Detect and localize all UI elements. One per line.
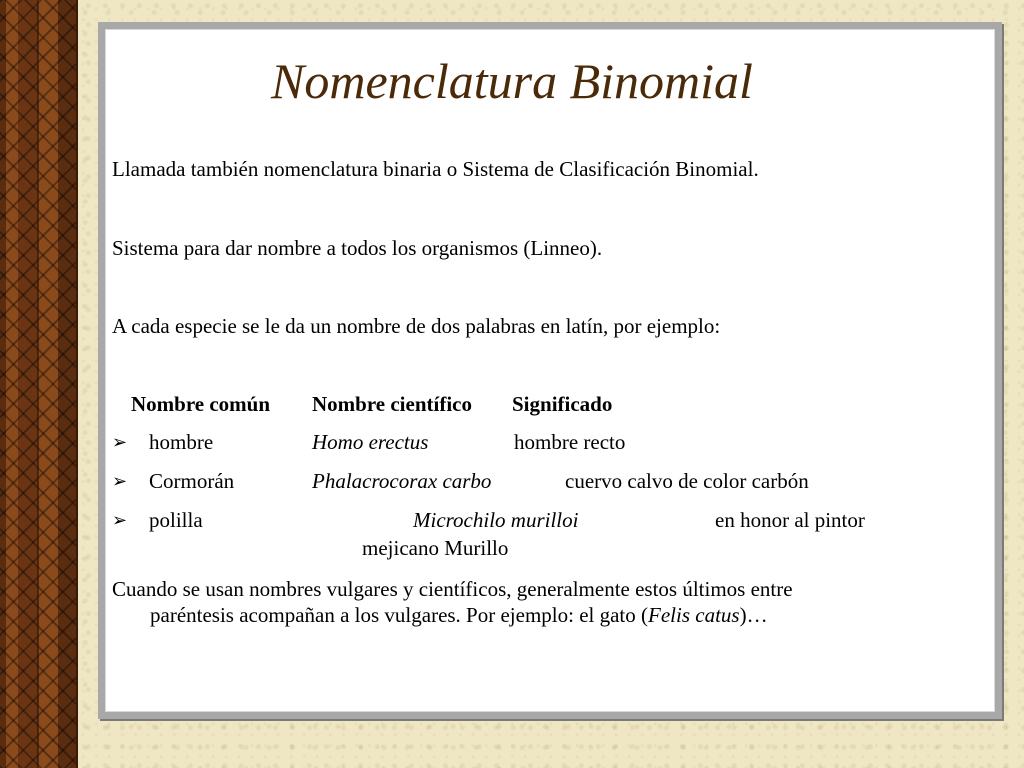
- row-common-name: hombre: [149, 430, 214, 454]
- row-common-name: polilla: [149, 508, 203, 532]
- row-meaning: en honor al pintor: [715, 508, 865, 532]
- bullet-arrow-icon: ➢: [112, 471, 128, 491]
- row-meaning: hombre recto: [514, 430, 626, 454]
- paragraph-usage-line2-pre: paréntesis acompañan a los vulgares. Por ejemplo: el gato (: [150, 603, 649, 627]
- row-scientific-name: Homo erectus: [312, 430, 429, 454]
- paragraph-usage-line2-post: )…: [739, 603, 768, 627]
- paragraph-system: Sistema para dar nombre a todos los organismos (Linneo).: [112, 236, 603, 260]
- row-common-name: Cormorán: [149, 469, 235, 493]
- paragraph-usage-line1: Cuando se usan nombres vulgares y científicos, generalmente estos últimos entre: [112, 577, 793, 601]
- paragraph-definition: Llamada también nomenclatura binaria o Sistema de Clasificación Binomial.: [112, 157, 759, 181]
- header-meaning: Significado: [512, 392, 613, 416]
- row-meaning-continued: mejicano Murillo: [362, 536, 509, 560]
- row-meaning: cuervo calvo de color carbón: [565, 469, 809, 493]
- paragraph-species: A cada especie se le da un nombre de dos palabras en latín, por ejemplo:: [112, 314, 721, 338]
- header-scientific-name: Nombre científico: [312, 392, 472, 416]
- bullet-arrow-icon: ➢: [112, 510, 128, 530]
- paragraph-usage: [112, 576, 982, 628]
- header-common-name: Nombre común: [131, 392, 271, 416]
- paragraph-usage-line2: [112, 602, 982, 628]
- row-scientific-name: Microchilo murilloi: [413, 508, 579, 532]
- example-scientific-name: Felis catus: [648, 603, 740, 627]
- slide-title: Nomenclatura Binomial: [271, 53, 753, 109]
- bullet-arrow-icon: ➢: [112, 432, 128, 452]
- decorative-stripe-lines: [0, 0, 76, 768]
- row-scientific-name: Phalacrocorax carbo: [312, 469, 492, 493]
